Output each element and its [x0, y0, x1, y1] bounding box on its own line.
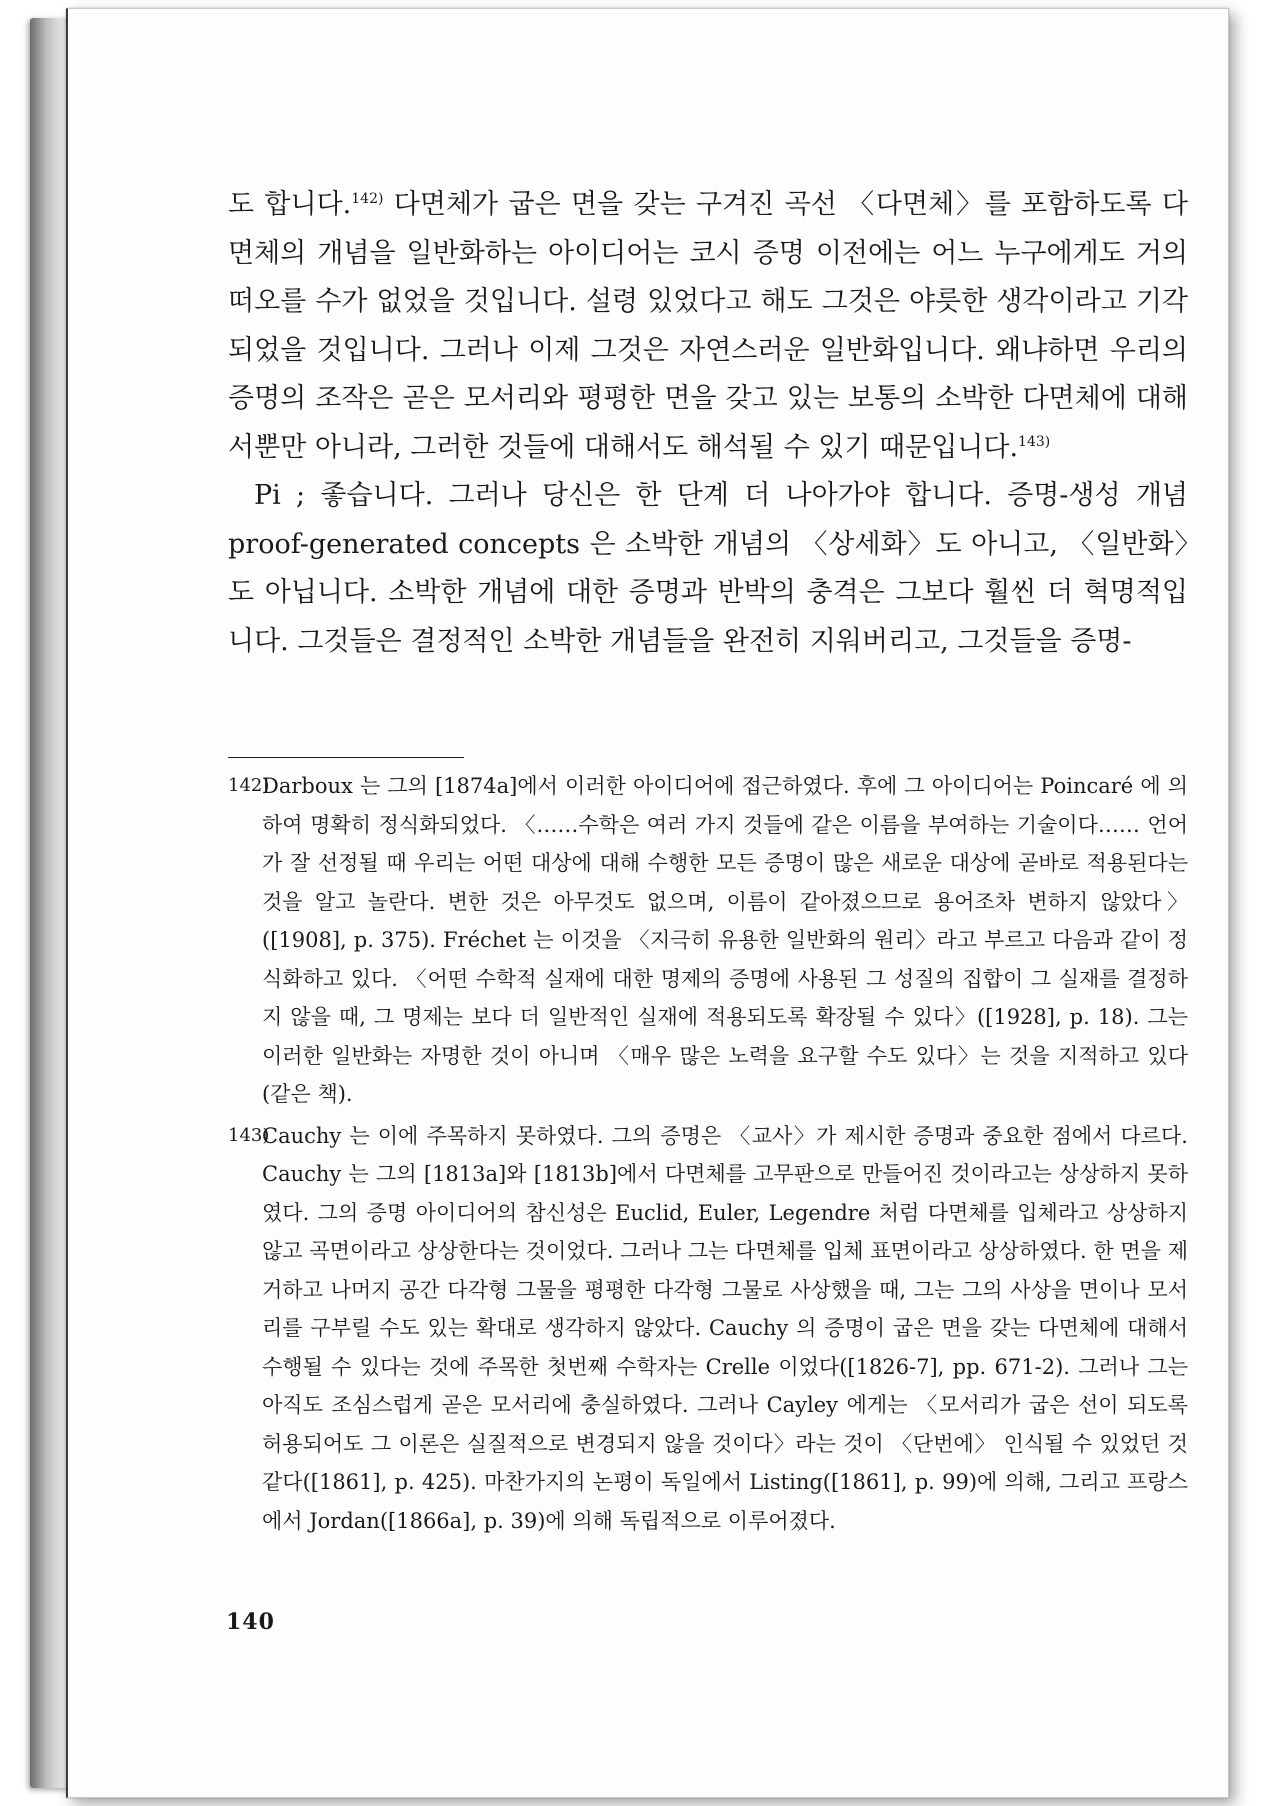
book-spine [30, 18, 70, 1788]
main-text [228, 181, 1188, 666]
footnotes [228, 767, 1188, 1543]
footnote-ref-143: 143) [1018, 433, 1051, 450]
footnote-text: Cauchy 는 이에 주목하지 못하였다. 그의 증명은 〈교사〉가 제시한 증명과 중요한 점에서 다르다. Cauchy 는 그의 [1813a]와 [1813b]에서 다면체를 고무판으로 만들어진 것이라고는 상상하지 못하였다. 그의 증명 아이디어의 참신성은 Euclid, Euler, Legendre 처럼 다면체를 입체라고 상상하지 않고 곡면이라고 상상한다는 것이었다. 그러나 그는 다면체를 입체 표면이라고 상상하였다. 한 면을 제거하고 나머지 공간 다각형 그물을 평평한 다각형 그물로 사상했을 때, 그는 그의 사상을 면이나 모서리를 구부릴 수도 있는 확대로 생각하지 않았다. Cauchy 의 증명이 굽은 면을 갖는 다면체에 대해서 수행될 수 있다는 것에 주목한 첫번째 수학자는 Crelle 이었다([1826-7], pp. 671-2). 그러나 그는 아직도 조심스럽게 곧은 모서리에 충실하였다. 그러나 Cayley 에게는 〈모서리가 굽은 선이 되도록 허용되어도 그 이론은 실질적으로 변경되지 않을 것이다〉라는 것이 〈단번에〉 인식될 수 있었던 것 같다([1861], p. 425). 마찬가지의 논평이 독일에서 Listing([1861], p. 99)에 의해, 그리고 프랑스에서 Jordan([1866a], p. 39)에 의해 독립적으로 이루어졌다. [262, 1123, 1188, 1533]
book-page [66, 8, 1229, 1798]
page-number: 140 [226, 1609, 275, 1635]
paragraph-2: Pi ; 좋습니다. 그러나 당신은 한 단계 더 나아가야 합니다. 증명-생성 개념 proof-generated concepts 은 소박한 개념의 〈상세화〉도 아니고, 〈일반화〉도 아닙니다. 소박한 개념에 대한 증명과 반박의 충격은 그보다 훨씬 더 혁명적입니다. 그것들은 결정적인 소박한 개념들을 완전히 지워버리고, 그것들을 증명- [228, 480, 1188, 657]
paragraph-1-rest: 다면체가 굽은 면을 갖는 구겨진 곡선 〈다면체〉를 포함하도록 다면체의 개념을 일반화하는 아이디어는 코시 증명 이전에는 어느 누구에게도 거의 떠오를 수가 없었을 것입니다. 설령 있었다고 해도 그것은 야릇한 생각이라고 기각되었을 것입니다. 그러나 이제 그것은 자연스러운 일반화입니다. 왜냐하면 우리의 증명의 조작은 곧은 모서리와 평평한 면을 갖고 있는 보통의 소박한 다면체에 대해서뿐만 아니라, 그러한 것들에 대해서도 해석될 수 있기 때문입니다. [228, 189, 1188, 463]
footnote-number: 143) [228, 1124, 270, 1146]
footnote-142 [228, 767, 1188, 1114]
footnote-ref-142: 142) [351, 191, 384, 207]
footnote-143 [228, 1117, 1188, 1541]
paragraph-1 [228, 181, 1188, 472]
footnote-number: 142) [228, 775, 270, 796]
footnote-text: Darboux 는 그의 [1874a]에서 이러한 아이디어에 접근하였다. 후에 그 아이디어는 Poincaré 에 의하여 명확히 정식화되었다. 〈……수학은 여러 가지 것들에 같은 이름을 부여하는 기술이다…… 언어가 잘 선정될 때 우리는 어떤 대상에 대해 수행한 모든 증명이 많은 새로운 대상에 곧바로 적용된다는 것을 알고 놀란다. 변한 것은 아무것도 없으며, 이름이 같아졌으므로 용어조차 변하지 않았다〉([1908], p. 375). Fréchet 는 이것을 〈지극히 유용한 일반화의 원리〉라고 부르고 다음과 같이 정식화하고 있다. 〈어떤 수학적 실재에 대한 명제의 증명에 사용된 그 성질의 집합이 그 실재를 결정하지 않을 때, 그 명제는 보다 더 일반적인 실재에 적용되도록 확장될 수 있다〉([1928], p. 18). 그는 이러한 일반화는 자명한 것이 아니며 〈매우 많은 노력을 요구할 수도 있다〉는 것을 지적하고 있다(같은 책). [262, 774, 1188, 1106]
paragraph-1-start: 도 합니다. [228, 189, 352, 220]
footnote-divider [228, 757, 464, 758]
